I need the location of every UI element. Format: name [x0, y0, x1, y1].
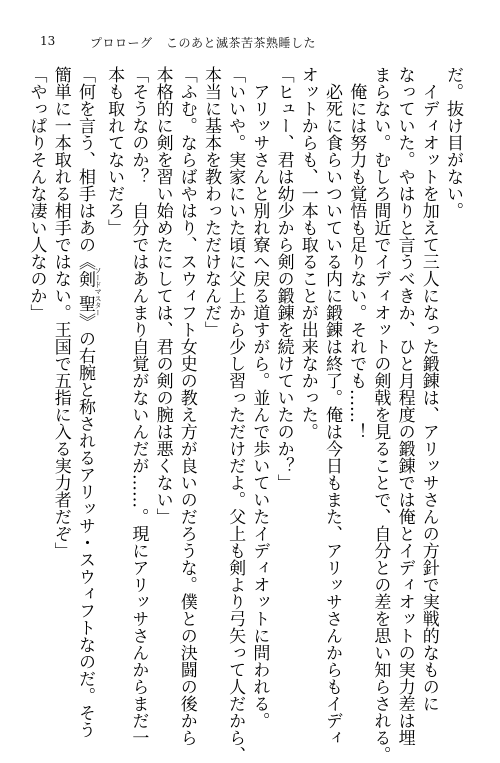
chapter-title: このあと滅茶苦茶熟睡した: [166, 36, 317, 50]
text-line: 必死に食らいついている内に鍛錬は終了。俺は今日もまた、アリッサさんからもイディ: [321, 83, 342, 746]
ruby-reading: ソードマスター: [93, 267, 102, 316]
text-line: 「やっぱりそんな凄い人なのか」: [26, 66, 47, 321]
text-line: 「ふむ。ならばやはり、スウィフト女史の教え方が良いのだろうな。僕との決闘の後から: [176, 66, 197, 746]
page-number: 13: [40, 34, 56, 48]
text-line: オットからも、一本も取ることが出来なかった。: [297, 66, 318, 440]
chapter-name: プロローグ: [90, 36, 153, 50]
running-header: [40, 30, 460, 52]
vertical-text-body: [26, 66, 465, 763]
text-line: アリッサさんと別れ寮へ戻る道すがら。並んで歩いていたイディオットに問われる。: [249, 83, 270, 729]
text-line: だ。抜け目がない。: [443, 66, 463, 219]
ruby-annotation: 剣聖 ソードマスター: [74, 267, 102, 316]
text-line: 俺には努力も覚悟も足りない。それでも……！: [346, 83, 367, 440]
text-line: なっていた。やはりと言うべきか、ひと月程度の鍛錬では俺とイディオットの実力差は埋: [394, 66, 415, 746]
text-line: 本当に基本を教わっただけなんだ」: [200, 66, 221, 338]
text-line: イディオットを加えて三人になった鍛錬は、アリッサさんの方針で実戦的なものに: [418, 83, 439, 712]
text-line: 「ヒュー、君は幼少から剣の鍛錬を続けていたのか？」: [273, 66, 294, 491]
text-line: 簡単に一本取れる相手ではない。王国で五指に入る実力者だぞ」: [50, 66, 71, 559]
text-line: まらない。むしろ間近でイディオットの剣戟を見ることで、自分との差を思い知らされる。: [370, 66, 391, 763]
text-line: 「何を言う、相手はあの《剣聖 ソードマスター》の右腕と称されるアリッサ・スウィフトなのだ。そう: [74, 66, 102, 738]
text-line: 「いいや。実家にいた頃に父上から少し習っただけだよ。父上も剣より弓矢って人だから、: [225, 66, 246, 763]
text-line: 「そうなのか？ 自分ではあんまり自覚がないんだが……。現にアリッサさんからまだ一: [128, 66, 149, 746]
text-line: 本も取れてないだろ」: [104, 66, 125, 236]
text-line: 本格的に剣を習い始めたにしては、君の剣の腕は悪くない」: [152, 66, 173, 525]
